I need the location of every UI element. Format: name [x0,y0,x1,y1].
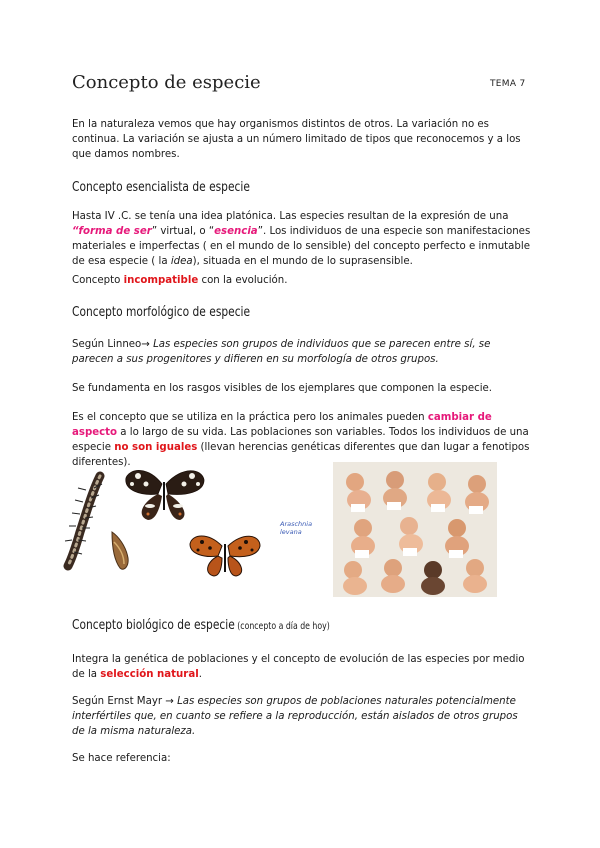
forma-de-ser-highlight: “forma de ser [72,226,152,237]
page-title: Concepto de especie [72,72,261,93]
intro-paragraph: En la naturaleza vemos que hay organismos distintos de otros. La variación no es continua. La variación se ajusta a un número limitado de tipos que reconocemos y a los que damos nombres. [72,119,521,160]
incompatible-paragraph: Concepto incompatible con la evolución. [72,275,288,286]
linneo-paragraph: Según Linneo→ Las especies son grupos de individuos que se parecen entre sí, se parecen a sus progenitores y difieren en su morfología de otros grupos. [72,339,491,365]
caterpillar-icon [65,476,102,566]
cambiar-aspecto-paragraph: Es el concepto que se utiliza en la práctica pero los animales pueden cambiar de aspecto a lo largo de su vida. Las poblaciones son variables. Todos los individuos de una especie no son iguales (llevan herencias genéticas diferentes que dan lugar a fenotipos diferentes). [72,412,530,468]
butterfly-icon [126,470,204,520]
heading-esencialista: Concepto esencialista de especie [72,180,250,195]
mayr-paragraph: Según Ernst Mayr → Las especies son grupos de poblaciones naturales potencialmente interfértiles que, en cuanto se refiere a la reproducción, están aislados de otros grupos de la misma naturaleza. [72,696,518,737]
tema-label: TEMA 7 [490,79,526,89]
no-son-iguales-highlight: no son iguales [114,442,198,453]
butterfly-life-cycle-illustration [62,462,262,578]
heading-morfologico: Concepto morfológico de especie [72,305,251,320]
araschnia-levana-caption: Araschnia levana [280,520,313,536]
heading-biologico: Concepto biológico de especie (concepto a día de hoy) [72,618,330,633]
incompatible-highlight: incompatible [123,275,199,286]
babies-photo [333,462,497,597]
esencialista-paragraph: Hasta IV .C. se tenía una idea platónica. Las especies resultan de la expresión de una “forma de ser” virtual, o “esencia”. Los individuos de una especie son manifestaciones materiales e imperfectas ( en el mundo de lo sensible) del concepto perfecto e inmutable de esa especie ( la idea), situada en el mundo de lo suprasensible. [72,211,531,267]
seleccion-natural-highlight: selección natural [100,669,199,680]
cambiar-aspecto-highlight: cambiar de aspecto [72,412,492,438]
chrysalis-icon [112,532,128,569]
seleccion-natural-paragraph: Integra la genética de poblaciones y el concepto de evolución de las especies por medio de la selección natural. [72,654,525,680]
butterfly-icon [190,536,260,576]
rasgos-paragraph: Se fundamenta en los rasgos visibles de los ejemplares que componen la especie. [72,383,493,394]
referencia-paragraph: Se hace referencia: [72,753,171,764]
esencia-highlight: esencia [214,226,258,237]
